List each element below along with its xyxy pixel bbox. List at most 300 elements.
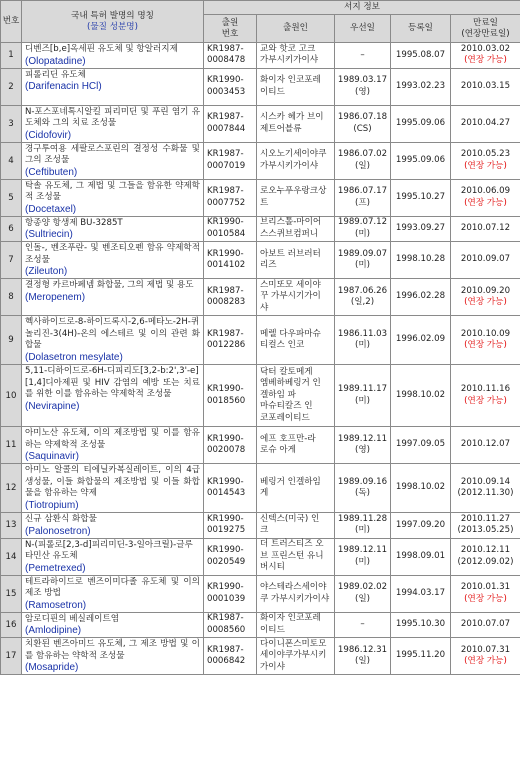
priority-date xyxy=(335,43,391,69)
cell-line: 2010.12.07 xyxy=(460,439,511,450)
application-number xyxy=(204,365,257,427)
cell-line: (연장 가능) xyxy=(464,160,507,171)
expiry-date xyxy=(451,538,520,575)
cell-line: 1989.09.07 xyxy=(337,248,388,259)
row-number: 15 xyxy=(1,575,22,612)
cell-line: KR1990- xyxy=(207,433,244,444)
substance-name: (Nevirapine) xyxy=(25,400,80,412)
invention-name xyxy=(22,612,204,638)
row-number: 10 xyxy=(1,365,22,427)
applicant xyxy=(257,179,335,216)
invention-title: 경구투여용 세팔로스포린의 결정성 수화물 및 그의 조성물 xyxy=(25,143,200,165)
invention-name xyxy=(22,216,204,242)
invention-title: 결정형 카르바페넴 화합물, 그의 제법 및 용도 xyxy=(25,280,194,290)
cell-line: KR1987- xyxy=(207,43,244,54)
substance-name: (Palonosetron) xyxy=(25,525,91,537)
applicant xyxy=(257,142,335,179)
table-row xyxy=(1,105,520,142)
priority-date xyxy=(335,142,391,179)
registration-date: 1995.09.06 xyxy=(391,105,451,142)
cell-line: 가부시키가이샤 xyxy=(260,55,319,66)
invention-title: 아미노산 유도체, 이의 제조방법 및 이를 함유하는 약제학적 조성물 xyxy=(25,428,200,450)
row-number: 14 xyxy=(1,538,22,575)
header-expiry: 만료일 (연장만료일) xyxy=(451,15,520,43)
cell-line: 2010.01.31 xyxy=(460,582,511,592)
cell-line: 메렐 다우파마슈 xyxy=(260,328,321,339)
cell-line: 아보트 러브러터 xyxy=(260,248,321,259)
expiry-date xyxy=(451,105,520,142)
application-number xyxy=(204,242,257,279)
cell-line: (2012.09.02) xyxy=(457,556,514,567)
cell-line: 꾸 가부시기가이 xyxy=(260,291,321,302)
cell-line: KR1990- xyxy=(207,476,244,487)
cell-line: (영) xyxy=(354,445,370,455)
applicant xyxy=(257,612,335,638)
substance-name: (Mosapride) xyxy=(25,662,79,673)
cell-line: 2010.07.07 xyxy=(460,619,511,629)
substance-name: (Tiotropium) xyxy=(25,499,79,511)
cell-line: 2010.11.16 xyxy=(460,384,511,394)
invention-title: 암로디핀의 베실레이트염 xyxy=(25,613,120,624)
invention-name xyxy=(22,68,204,105)
invention-title: 디벤즈[b,e]옥세핀 유도체 및 항알러지제 xyxy=(25,44,178,54)
cell-line: 0006842 xyxy=(207,656,246,666)
cell-line: 스미또모 세이야 xyxy=(260,279,321,290)
registration-date: 1996.02.28 xyxy=(391,279,451,316)
expiry-date xyxy=(451,179,520,216)
applicant xyxy=(257,464,335,513)
registration-date: 1995.08.07 xyxy=(391,43,451,69)
cell-line: 2010.03.02 xyxy=(460,43,511,54)
invention-name xyxy=(22,142,204,179)
cell-line: 2010.10.09 xyxy=(460,328,511,339)
application-number xyxy=(204,142,257,179)
registration-date: 1994.03.17 xyxy=(391,575,451,612)
application-number xyxy=(204,316,257,365)
applicant xyxy=(257,216,335,242)
invention-name xyxy=(22,365,204,427)
table-row xyxy=(1,427,520,464)
registration-date: 1995.10.27 xyxy=(391,179,451,216)
cell-line: (영) xyxy=(354,86,370,97)
registration-date: 1998.10.28 xyxy=(391,242,451,279)
row-number: 17 xyxy=(1,638,22,675)
expiry-date xyxy=(451,638,520,675)
applicant xyxy=(257,638,335,675)
cell-line: 0008283 xyxy=(207,297,246,307)
applicant xyxy=(257,43,335,69)
header-name-sub: (물질 성분명) xyxy=(87,21,138,32)
cell-line: 이티드 xyxy=(260,86,285,97)
cell-line: 야스테라스세이야 xyxy=(260,582,327,592)
applicant xyxy=(257,538,335,575)
cell-line: 0003453 xyxy=(207,86,246,97)
application-number xyxy=(204,638,257,675)
cell-line: KR1990- xyxy=(207,582,244,592)
cell-line: 1989.09.16 xyxy=(337,476,388,487)
invention-title: N-포스포네톡시알킬 피리미딘 및 푸린 염기 유도체와 그의 치료 조성물 xyxy=(25,106,200,128)
invention-title: 치환된 벤즈아미드 유도체, 그 제조 방법 및 이를 함유하는 약학적 조성물 xyxy=(25,639,200,661)
row-number: 1 xyxy=(1,43,22,69)
priority-date xyxy=(335,179,391,216)
table-row xyxy=(1,513,520,539)
substance-name: (Darifenacin HCl) xyxy=(25,81,102,92)
cell-line: 교와 핫코 고크 xyxy=(260,43,316,54)
header-app-no: 출원 번호 xyxy=(204,15,257,43)
table-row xyxy=(1,575,520,612)
cell-line: 1989.07.12 xyxy=(337,217,388,228)
header-reg-date: 등록일 xyxy=(391,15,451,43)
invention-title: 5,11-디하이드로-6H-디피리도[3,2-b:2',3'-e][1,4]디아제핀 및 HIV 감염의 예방 또는 치료를 위한 이를 함유하는 약제학적 조성물 xyxy=(25,366,200,399)
table-row xyxy=(1,68,520,105)
invention-name xyxy=(22,538,204,575)
table-row xyxy=(1,538,520,575)
cell-line: 1989.12.11 xyxy=(337,545,388,555)
applicant xyxy=(257,513,335,539)
registration-date: 1995.10.30 xyxy=(391,612,451,638)
expiry-date xyxy=(451,43,520,69)
cell-line: KR1987- xyxy=(207,112,244,122)
cell-line: 0020549 xyxy=(207,556,246,567)
registration-date: 1998.10.02 xyxy=(391,464,451,513)
cell-line: 1986.11.03 xyxy=(337,328,388,339)
application-number xyxy=(204,68,257,105)
substance-name: (Saquinavir) xyxy=(25,451,79,462)
invention-name xyxy=(22,316,204,365)
table-row xyxy=(1,242,520,279)
invention-name xyxy=(22,179,204,216)
substance-name: (Ceftibuten) xyxy=(25,166,78,178)
substance-name: (Pemetrexed) xyxy=(25,562,86,574)
header-name xyxy=(22,1,204,43)
cell-line: 0007844 xyxy=(207,123,246,134)
cell-line: KR1987- xyxy=(207,285,244,296)
invention-title: 피롤리딘 유도체 xyxy=(25,69,86,80)
registration-date: 1993.09.27 xyxy=(391,216,451,242)
cell-line: 1989.12.11 xyxy=(337,433,388,444)
cell-line: 시오노기세이야쿠 xyxy=(260,149,327,159)
table-row xyxy=(1,316,520,365)
invention-name xyxy=(22,427,204,464)
row-number: 3 xyxy=(1,105,22,142)
cell-line: 게 xyxy=(260,488,269,498)
cell-line: 쿠 가부시키가이샤 xyxy=(260,593,330,604)
application-number xyxy=(204,427,257,464)
expiry-date xyxy=(451,142,520,179)
row-number: 9 xyxy=(1,316,22,365)
priority-date xyxy=(335,216,391,242)
cell-line: KR1990- xyxy=(207,545,244,555)
expiry-date xyxy=(451,464,520,513)
cell-line: 2010.07.31 xyxy=(460,644,511,655)
cell-line: 샤 xyxy=(260,302,269,313)
cell-line: 2010.05.23 xyxy=(460,149,511,159)
priority-date xyxy=(335,638,391,675)
cell-line: 스스퀴브컴퍼니 xyxy=(260,228,319,239)
invention-name xyxy=(22,638,204,675)
cell-line: (미) xyxy=(354,395,370,406)
row-number: 4 xyxy=(1,142,22,179)
cell-line: (미) xyxy=(354,340,370,350)
cell-line: (연장 가능) xyxy=(464,55,507,66)
priority-date xyxy=(335,279,391,316)
row-number: 8 xyxy=(1,279,22,316)
cell-line: 2010.03.15 xyxy=(460,80,511,91)
row-number: 13 xyxy=(1,513,22,539)
registration-date: 1995.09.06 xyxy=(391,142,451,179)
cell-line: 2010.04.27 xyxy=(460,117,511,128)
cell-line: 더 트러스티즈 오 xyxy=(260,539,324,550)
expiry-date xyxy=(451,575,520,612)
cell-line: 브리스톨-마이어 xyxy=(260,217,322,228)
cell-line: 겔하임 파 xyxy=(260,389,296,400)
expiry-date xyxy=(451,242,520,279)
application-number xyxy=(204,575,257,612)
priority-date xyxy=(335,464,391,513)
applicant xyxy=(257,105,335,142)
row-number: 16 xyxy=(1,612,22,638)
substance-name: (Dolasetron mesylate) xyxy=(25,351,123,363)
cell-line: (연장 가능) xyxy=(464,395,507,406)
registration-date: 1998.09.01 xyxy=(391,538,451,575)
cell-line: 0008560 xyxy=(207,624,246,635)
cell-line: KR1987- xyxy=(207,149,244,159)
applicant xyxy=(257,316,335,365)
cell-line: 0001039 xyxy=(207,593,246,604)
cell-line: 크 xyxy=(260,525,269,536)
cell-line: 1986.07.02 xyxy=(337,149,388,159)
substance-name: (Olopatadine) xyxy=(25,55,86,67)
cell-line: 엠베하베링거 인 xyxy=(260,378,321,389)
cell-line: 2010.06.09 xyxy=(460,186,511,196)
application-number xyxy=(204,538,257,575)
applicant xyxy=(257,365,335,427)
expiry-date xyxy=(451,279,520,316)
cell-line: (연장 가능) xyxy=(464,197,507,208)
cell-line: (미) xyxy=(354,228,370,239)
registration-date: 1997.09.05 xyxy=(391,427,451,464)
row-number: 5 xyxy=(1,179,22,216)
cell-line: 1989.11.17 xyxy=(337,384,388,394)
cell-line: 리즈 xyxy=(260,260,277,270)
priority-date xyxy=(335,612,391,638)
cell-line: 0019275 xyxy=(207,525,246,536)
cell-line: (연장 가능) xyxy=(464,340,507,350)
cell-line: – xyxy=(360,619,365,629)
table-row xyxy=(1,179,520,216)
cell-line: (일) xyxy=(354,160,370,171)
cell-line: 세이야쿠가부시키 xyxy=(260,650,327,661)
expiry-date xyxy=(451,365,520,427)
invention-title: 신규 삼환식 화합물 xyxy=(25,514,97,524)
cell-line: 가부시키가이샤 xyxy=(260,160,319,171)
invention-name xyxy=(22,513,204,539)
application-number xyxy=(204,179,257,216)
cell-line: 1987.06.26 xyxy=(337,285,388,296)
cell-line: KR1990- xyxy=(207,75,244,85)
cell-line: 트 xyxy=(260,197,269,208)
substance-name: (Ramosetron) xyxy=(25,599,87,611)
cell-line: KR1990- xyxy=(207,248,244,259)
priority-date xyxy=(335,427,391,464)
invention-name xyxy=(22,105,204,142)
cell-line: (연장 가능) xyxy=(464,656,507,666)
cell-line: 2010.11.27 xyxy=(460,513,511,524)
cell-line: KR1990- xyxy=(207,217,244,228)
cell-line: 베링거 인겔하임 xyxy=(260,476,321,487)
cell-line: 0007752 xyxy=(207,197,246,208)
expiry-date xyxy=(451,427,520,464)
cell-line: 티컬스 인코 xyxy=(260,340,305,350)
cell-line: 신텍스(미국) 인 xyxy=(260,513,320,524)
cell-line: (미) xyxy=(354,260,370,270)
cell-line: KR1987- xyxy=(207,644,244,655)
cell-line: (독) xyxy=(354,488,370,498)
cell-line: 로슈 아게 xyxy=(260,445,296,455)
row-number: 12 xyxy=(1,464,22,513)
cell-line: (일) xyxy=(354,593,370,604)
cell-line: (프) xyxy=(354,197,370,208)
cell-line: 2010.09.14 xyxy=(460,476,511,487)
cell-line: 가이샤 xyxy=(260,661,285,672)
application-number xyxy=(204,464,257,513)
invention-title: 헥사하이드로-8-하이드록시-2,6-메타노-2H-퀴놀리진-3(4H)-온의 에스테르 및 이의 관련 화합물 xyxy=(25,317,200,350)
application-number xyxy=(204,513,257,539)
table-row xyxy=(1,638,520,675)
cell-line: 1986.07.18 xyxy=(337,112,388,122)
row-number: 7 xyxy=(1,242,22,279)
priority-date xyxy=(335,538,391,575)
cell-line: 버시티 xyxy=(260,562,285,573)
registration-date: 1996.02.09 xyxy=(391,316,451,365)
cell-line: (미) xyxy=(354,556,370,567)
cell-line: (연장 가능) xyxy=(464,593,507,604)
cell-line: KR1990- xyxy=(207,384,244,394)
application-number xyxy=(204,105,257,142)
invention-name xyxy=(22,43,204,69)
table-row xyxy=(1,142,520,179)
cell-line: (2012.11.30) xyxy=(457,488,514,498)
header-info: 서지 정보 xyxy=(204,1,520,15)
invention-title: 테트라하이드로 벤즈이미다졸 유도체 및 이의 제조 방법 xyxy=(25,576,200,598)
invention-name xyxy=(22,575,204,612)
cell-line: 0018560 xyxy=(207,395,246,406)
substance-name: (Zileuton) xyxy=(25,266,68,277)
header-priority: 우선일 xyxy=(335,15,391,43)
applicant xyxy=(257,575,335,612)
cell-line: 0014102 xyxy=(207,260,246,270)
invention-title: 탁솔 유도체, 그 제법 및 그들을 함유한 약제학적 조성물 xyxy=(25,180,200,202)
substance-name: (Docetaxel) xyxy=(25,203,77,215)
applicant xyxy=(257,242,335,279)
cell-line: 브 프린스턴 유니 xyxy=(260,550,324,561)
cell-line: 2010.09.20 xyxy=(460,285,511,296)
cell-line: 1986.07.17 xyxy=(337,186,388,196)
cell-line: 0010584 xyxy=(207,228,246,239)
cell-line: 1986.12.31 xyxy=(337,644,388,655)
table-row xyxy=(1,43,520,69)
priority-date xyxy=(335,316,391,365)
table-row xyxy=(1,612,520,638)
cell-line: 마슈티칼즈 인 xyxy=(260,401,313,412)
substance-name: (Sultriecin) xyxy=(25,229,73,240)
invention-title: 인돌-, 벤조푸란- 및 벤조티오펜 함유 약제학적 조성물 xyxy=(25,243,200,265)
cell-line: (일,2) xyxy=(350,297,375,307)
cell-line: 다이니폰스미토모 xyxy=(260,638,327,649)
invention-title: 아미노 알콜의 티에닐카복실레이트, 이의 4급 생성물, 이들 화합물의 제조방법 및 이들 화합물을 함유하는 약제 xyxy=(25,465,200,498)
substance-name: (Meropenem) xyxy=(25,291,86,303)
cell-line: 2010.07.12 xyxy=(460,223,511,233)
cell-line: (연장 가능) xyxy=(464,297,507,307)
application-number xyxy=(204,612,257,638)
cell-line: 시스카 헤가 브이 xyxy=(260,112,324,122)
priority-date xyxy=(335,105,391,142)
cell-line: 1989.02.02 xyxy=(337,582,388,592)
cell-line: 0012286 xyxy=(207,340,246,350)
application-number xyxy=(204,279,257,316)
table-row xyxy=(1,279,520,316)
registration-date: 1997.09.20 xyxy=(391,513,451,539)
priority-date xyxy=(335,365,391,427)
row-number: 6 xyxy=(1,216,22,242)
table-row xyxy=(1,464,520,513)
invention-name xyxy=(22,464,204,513)
cell-line: 0008478 xyxy=(207,55,246,66)
cell-line: 화이자 인코포레 xyxy=(260,75,321,85)
table-row xyxy=(1,365,520,427)
cell-line: (미) xyxy=(354,525,370,536)
priority-date xyxy=(335,68,391,105)
cell-line: 화이자 인코포레 xyxy=(260,613,321,624)
priority-date xyxy=(335,242,391,279)
expiry-date xyxy=(451,68,520,105)
table-row xyxy=(1,216,520,242)
expiry-date xyxy=(451,513,520,539)
priority-date xyxy=(335,513,391,539)
registration-date: 1995.11.20 xyxy=(391,638,451,675)
invention-name xyxy=(22,242,204,279)
substance-name: (Cidofovir) xyxy=(25,129,72,141)
cell-line: – xyxy=(360,49,365,60)
cell-line: KR1987- xyxy=(207,186,244,196)
cell-line: (일) xyxy=(354,656,370,666)
cell-line: 0007019 xyxy=(207,160,246,171)
applicant xyxy=(257,279,335,316)
registration-date: 1993.02.23 xyxy=(391,68,451,105)
expiry-date xyxy=(451,316,520,365)
row-number: 2 xyxy=(1,68,22,105)
cell-line: KR1987- xyxy=(207,613,244,624)
cell-line: 에프 호프만-라 xyxy=(260,433,316,444)
invention-title: N-(피롤로[2,3-d]피리미딘-3-일아크릴)-글루타민산 유도체 xyxy=(25,539,193,561)
cell-line: 닥터 칼토메게 xyxy=(260,366,313,377)
substance-name: (Amlodipine) xyxy=(25,625,82,636)
applicant xyxy=(257,68,335,105)
expiry-date xyxy=(451,216,520,242)
header-applicant: 출원인 xyxy=(257,15,335,43)
cell-line: 2010.12.11 xyxy=(460,545,511,555)
cell-line: 코포레이티드 xyxy=(260,412,310,423)
cell-line: 제트어블류 xyxy=(260,123,302,134)
cell-line: 1989.11.28 xyxy=(337,513,388,524)
application-number xyxy=(204,43,257,69)
cell-line: KR1987- xyxy=(207,328,244,339)
row-number: 11 xyxy=(1,427,22,464)
priority-date xyxy=(335,575,391,612)
applicant xyxy=(257,427,335,464)
cell-line: 0020078 xyxy=(207,445,246,455)
cell-line: 2010.09.07 xyxy=(460,254,511,265)
